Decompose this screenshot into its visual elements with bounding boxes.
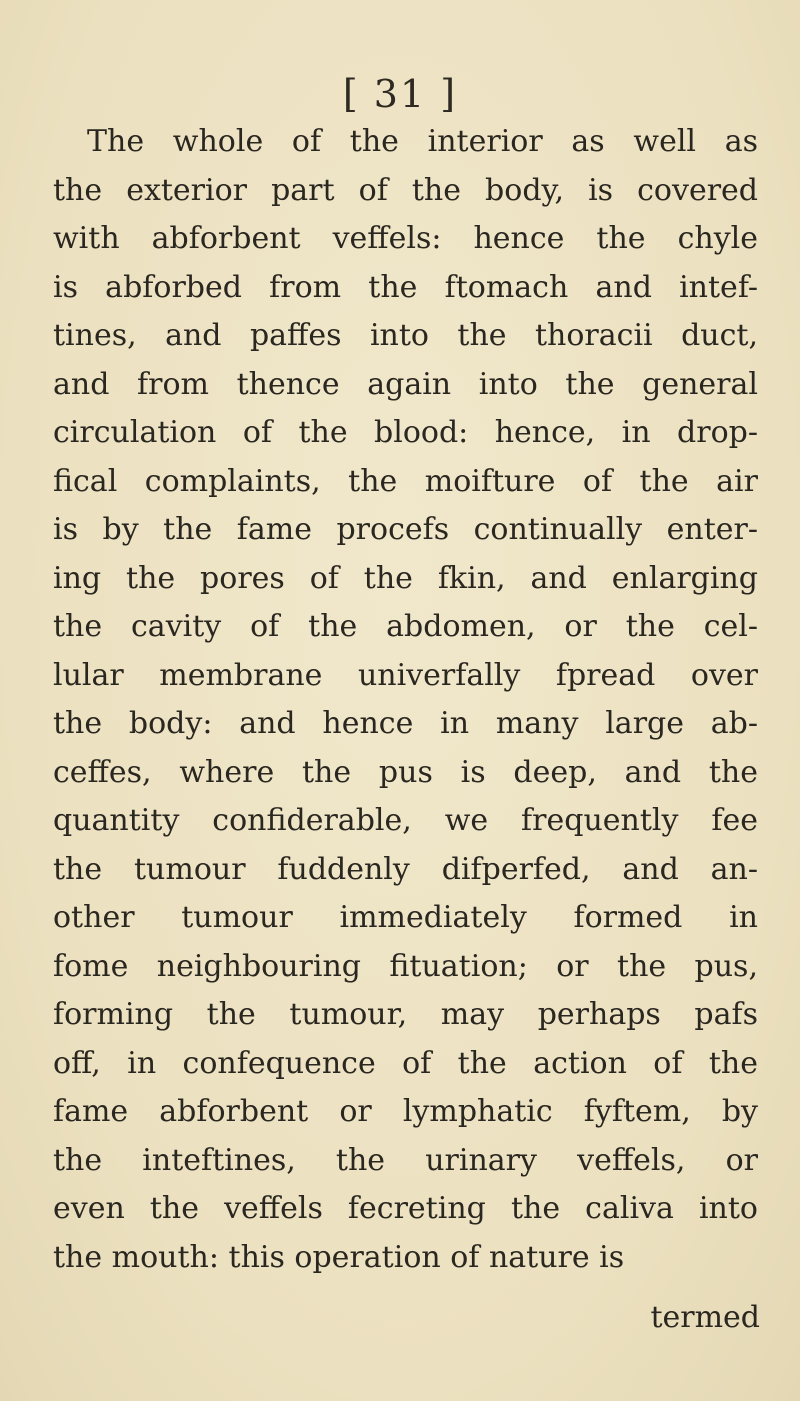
text-line: the tumour fuddenly difperfed, and an-: [53, 851, 758, 887]
text-line: other tumour immediately formed in: [53, 900, 758, 935]
body-text: [53, 118, 758, 1282]
text-line: the mouth: this operation of nature is: [53, 1239, 625, 1275]
text-line: fical complaints, the moifture of the air: [53, 463, 758, 499]
text-line: the cavity of the abdomen, or the cel-: [53, 609, 758, 644]
text-line: off, in confequence of the action of the: [53, 1045, 758, 1081]
text-line: lular membrane univerfally fpread over: [53, 657, 758, 693]
catchword: termed: [650, 1300, 760, 1335]
text-line: fome neighbouring fituation; or the pus,: [53, 948, 758, 984]
text-line: the body: and hence in many large ab-: [53, 706, 758, 741]
text-line: fame abforbent or lymphatic fyftem, by: [53, 1094, 758, 1129]
text-line: quantity confiderable, we frequently fee: [53, 803, 758, 838]
text-line: the inteftines, the urinary veffels, or: [53, 1142, 758, 1178]
text-line: forming the tumour, may perhaps pafs: [53, 997, 758, 1032]
text-line: ing the pores of the fkin, and enlarging: [53, 560, 758, 596]
text-line: ceffes, where the pus is deep, and the: [53, 754, 758, 790]
text-line: is abforbed from the ftomach and intef-: [53, 269, 758, 305]
text-line: tines, and paffes into the thoracii duct,: [53, 318, 758, 353]
text-line: even the veffels fecreting the caliva into: [53, 1191, 758, 1226]
text-line: is by the fame procefs continually enter-: [53, 512, 758, 547]
text-line: with abforbent veffels: hence the chyle: [53, 221, 758, 256]
text-line: The whole of the interior as well as: [87, 124, 758, 159]
text-line: and from thence again into the general: [53, 366, 758, 402]
page-number-header: [ 31 ]: [342, 72, 458, 116]
text-line: the exterior part of the body, is covered: [53, 172, 758, 208]
text-line: circulation of the blood: hence, in drop-: [53, 415, 758, 450]
